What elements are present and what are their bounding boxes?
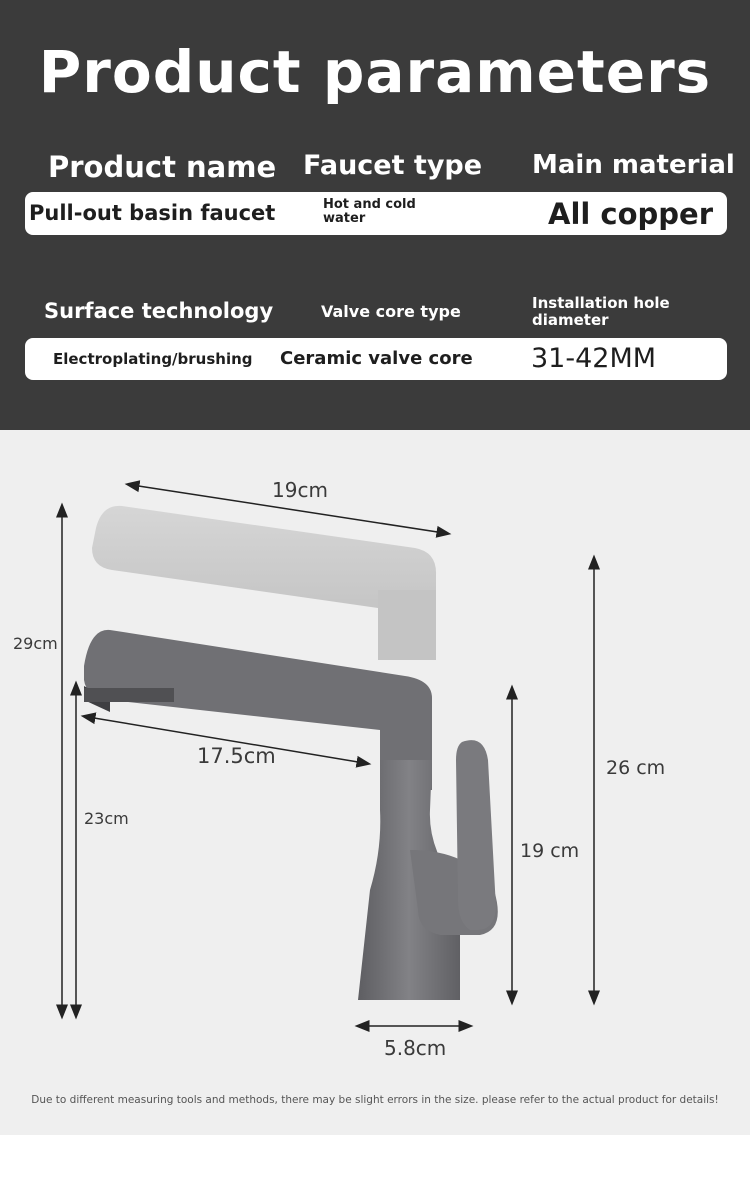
total-height-label: 29cm — [13, 634, 58, 653]
valve-core-type-value: Ceramic valve core — [280, 348, 473, 369]
spout-reach-label: 17.5cm — [197, 744, 276, 768]
surface-technology-value: Electroplating/brushing — [53, 350, 253, 368]
faucet-type-label: Faucet type — [303, 150, 483, 181]
overall-height-label: 26 cm — [606, 757, 666, 779]
main-material-value: All copper — [548, 197, 714, 231]
main-material-label: Main material — [532, 150, 735, 180]
body-height-label: 19 cm — [520, 840, 580, 862]
faucet-body — [84, 630, 498, 1000]
installation-hole-value: 31-42MM — [531, 343, 657, 374]
page-title: Product parameters — [38, 38, 712, 106]
installation-hole-label: Installation hole diameter — [532, 294, 670, 329]
height-low-label: 23cm — [84, 809, 129, 828]
product-name-label: Product name — [48, 150, 277, 184]
parameters-panel — [0, 0, 750, 430]
spout-top-width-label: 19cm — [272, 478, 328, 502]
surface-technology-label: Surface technology — [44, 299, 274, 323]
faucet-dimension-drawing — [0, 430, 750, 1135]
product-name-value: Pull-out basin faucet — [29, 201, 276, 225]
measurement-disclaimer: Due to different measuring tools and methods, there may be slight errors in the size. please refer to the actual product for details! — [31, 1094, 719, 1106]
base-width-label: 5.8cm — [384, 1036, 447, 1060]
faucet-type-value: Hot and cold water — [323, 197, 416, 226]
row1-value-bar — [25, 192, 727, 235]
row2-value-bar — [25, 338, 727, 380]
valve-core-type-label: Valve core type — [321, 302, 461, 321]
